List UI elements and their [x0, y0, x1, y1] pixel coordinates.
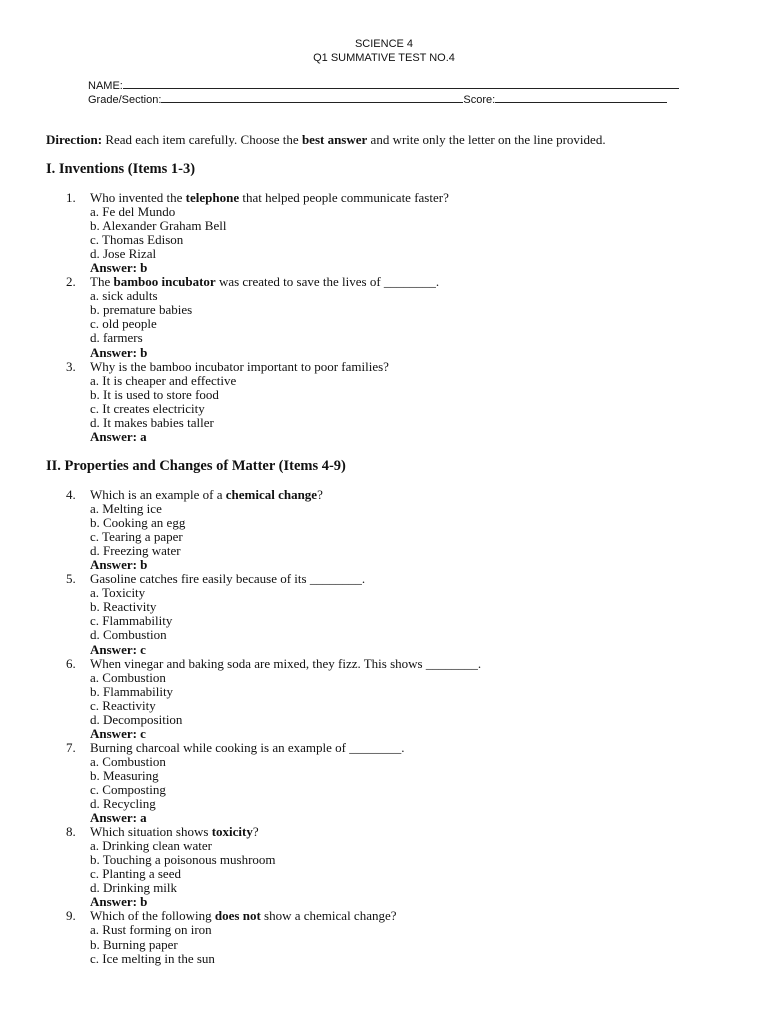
question-keyword: toxicity — [211, 824, 253, 840]
option-text: b. Flammability — [90, 683, 174, 699]
option-text: c. Reactivity — [90, 697, 156, 713]
option-text: c. Thomas Edison — [90, 232, 184, 248]
grade-blank-line — [161, 92, 463, 103]
option-text: d. Recycling — [90, 796, 156, 812]
question-text-start: The — [90, 274, 114, 290]
question-number: 1. — [66, 190, 76, 205]
name-blank-line — [123, 78, 679, 89]
question-number: 4. — [66, 487, 76, 502]
question-text-end: ? — [252, 824, 259, 840]
direction-emphasis: best answer — [301, 132, 368, 147]
question-text-start: Burning charcoal while cooking is an example of ________. — [90, 739, 405, 755]
question-text-end: ? — [317, 487, 323, 502]
option-text: d. Combustion — [90, 627, 167, 643]
answer-key-text: Answer: b — [90, 344, 148, 360]
question-number: 3. — [66, 358, 76, 374]
name-field — [88, 78, 679, 93]
option-text: b. Cooking an egg — [90, 515, 186, 531]
question-number: 7. — [66, 739, 76, 755]
question-number: 9. — [66, 908, 76, 924]
subject-heading: SCIENCE 4 — [354, 38, 414, 50]
option-text: b. Alexander Graham Bell — [90, 218, 227, 234]
option-text: d. Decomposition — [90, 711, 183, 727]
option-text: c. Planting a seed — [90, 866, 181, 882]
question-text-start: Which of the following — [90, 908, 215, 924]
question-text — [90, 741, 404, 755]
test-title: Q1 SUMMATIVE TEST NO.4 — [313, 52, 455, 64]
answer-key-text: Answer: c — [90, 725, 146, 741]
option-text: a. Melting ice — [90, 501, 162, 517]
question-text — [90, 825, 259, 839]
option-text: d. Freezing water — [90, 543, 181, 559]
option-text: a. Toxicity — [90, 585, 146, 601]
question-text — [90, 191, 449, 205]
direction-text-1: Read each item carefully. Choose the — [102, 132, 302, 147]
question-number: 5. — [66, 571, 76, 587]
option-text: d. farmers — [90, 330, 143, 346]
question-text — [90, 657, 481, 671]
score-blank-line — [495, 92, 667, 103]
option-text: c. old people — [90, 316, 157, 332]
option-text: c. Flammability — [90, 613, 173, 629]
grade-label: Grade/Section: — [88, 94, 162, 106]
answer-key-text: Answer: c — [90, 641, 146, 657]
question-keyword: does not — [214, 908, 261, 924]
option-text: a. sick adults — [90, 288, 158, 304]
section-title: I. Inventions (Items 1-3) — [46, 161, 196, 177]
option-text: d. It makes babies taller — [90, 414, 214, 430]
option-text: c. Ice melting in the sun — [90, 950, 215, 966]
question-keyword: bamboo incubator — [113, 274, 216, 290]
direction-text-2: and write only the letter on the line provided. — [367, 132, 606, 147]
option-text: a. Rust forming on iron — [90, 922, 212, 938]
score-label: Score: — [463, 94, 496, 106]
question-number: 6. — [66, 655, 76, 671]
question-text — [90, 360, 389, 374]
answer-key-text: Answer: b — [90, 557, 148, 573]
option-text: c. Composting — [90, 781, 166, 797]
question-text — [90, 488, 323, 502]
option-text: b. Touching a poisonous mushroom — [90, 852, 276, 868]
question-text — [90, 572, 365, 586]
option-text: d. Jose Rizal — [90, 246, 157, 262]
question-text-start: Gasoline catches fire easily because of its ________. — [90, 571, 366, 587]
option-text: c. Tearing a paper — [90, 529, 183, 545]
name-label: NAME: — [88, 80, 123, 92]
grade-score-field — [88, 92, 667, 107]
option-text: b. Measuring — [90, 767, 159, 783]
option-text: a. Drinking clean water — [90, 838, 213, 854]
question-text-end: that helped people communicate faster? — [239, 190, 449, 205]
option-text: c. It creates electricity — [90, 400, 205, 416]
question-number: 8. — [66, 824, 76, 840]
section-title: II. Properties and Changes of Matter (Items 4-9) — [46, 458, 346, 474]
option-text: a. Combustion — [90, 753, 166, 769]
directions — [46, 132, 606, 148]
answer-key-text: Answer: b — [90, 260, 148, 276]
question-text-end: show a chemical change? — [260, 908, 397, 924]
question-keyword: chemical change — [225, 487, 318, 502]
question-text-end: was created to save the lives of ________. — [215, 274, 440, 290]
option-text: d. Drinking milk — [90, 880, 178, 896]
question-number: 2. — [66, 274, 76, 290]
question-text-start: Why is the bamboo incubator important to poor families? — [90, 358, 389, 374]
option-text: a. Combustion — [90, 669, 166, 685]
option-text: b. It is used to store food — [90, 386, 219, 402]
question-text-start: When vinegar and baking soda are mixed, they fizz. This shows ________. — [90, 655, 482, 671]
question-text — [90, 909, 397, 923]
answer-key-text: Answer: a — [90, 810, 147, 826]
option-text: b. Burning paper — [90, 936, 178, 952]
option-text: b. premature babies — [90, 302, 193, 318]
answer-key-text: Answer: b — [90, 894, 148, 910]
question-text — [90, 275, 439, 289]
question-text-start: Who invented the — [90, 190, 186, 205]
question-keyword: telephone — [185, 190, 240, 205]
answer-key-text: Answer: a — [90, 428, 147, 444]
option-text: a. It is cheaper and effective — [90, 372, 237, 388]
option-text: b. Reactivity — [90, 599, 157, 615]
option-text: a. Fe del Mundo — [90, 204, 176, 220]
question-text-start: Which situation shows — [90, 824, 212, 840]
direction-label: Direction: — [46, 132, 103, 147]
question-text-start: Which is an example of a — [90, 487, 226, 502]
